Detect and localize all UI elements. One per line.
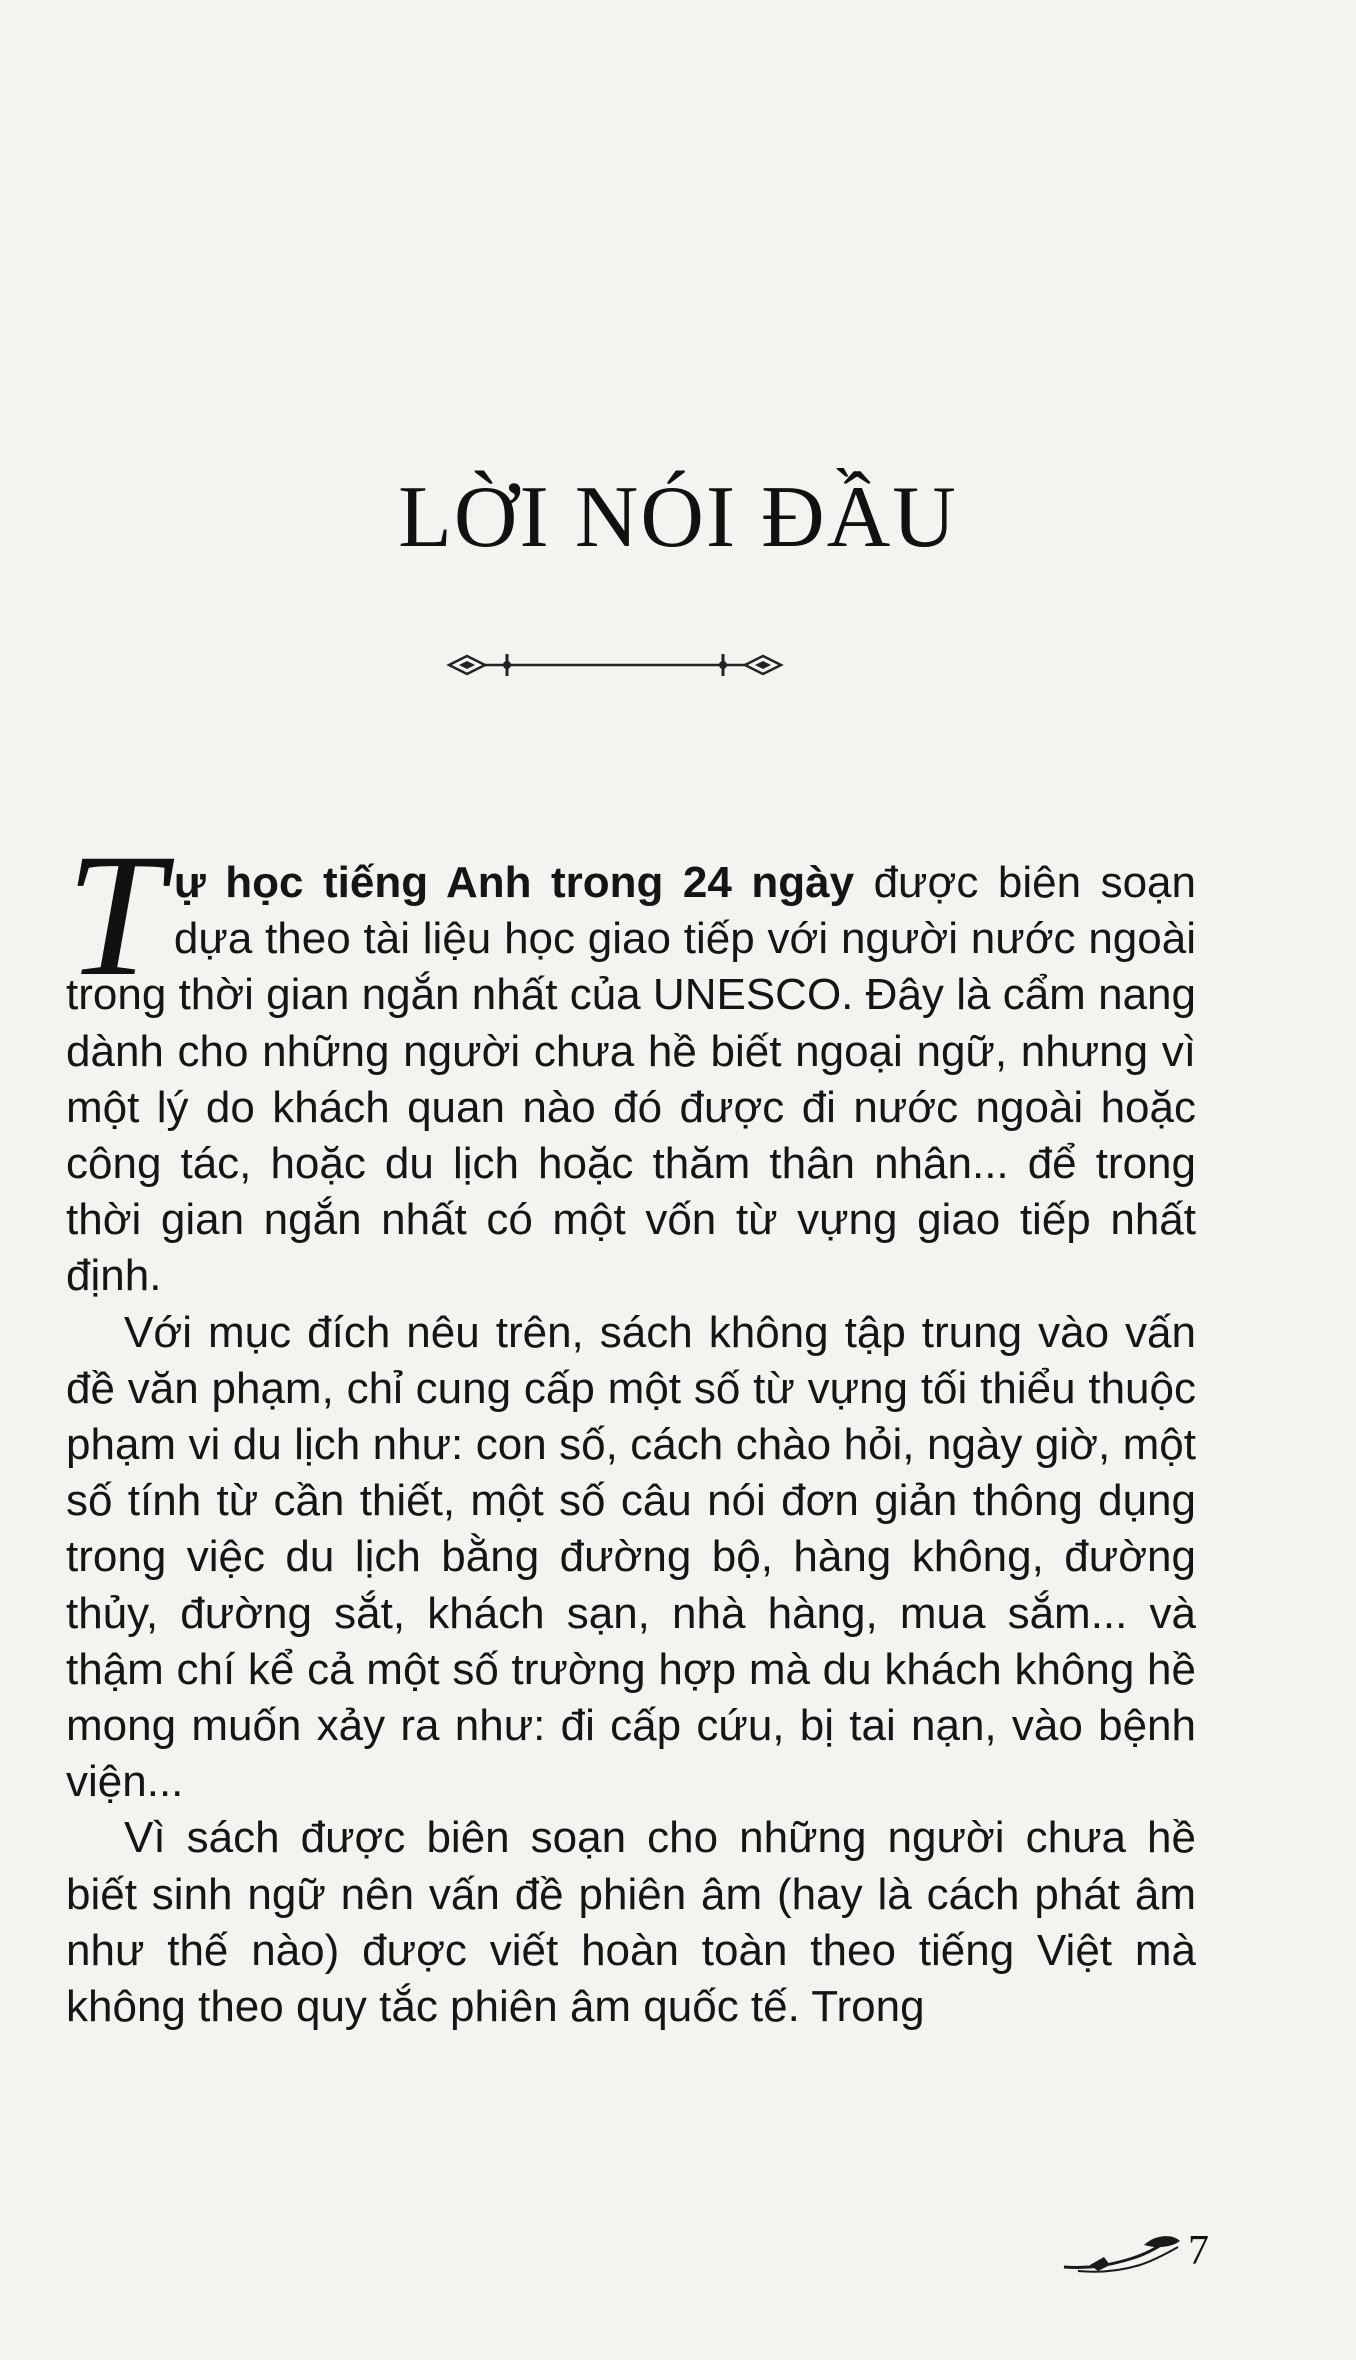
paragraph-1-text: được biên soạn dựa theo tài liệu học giao tiếp với người nước ngoài trong thời gian ngắn nhất của UNESCO. Đây là cẩm nang dành cho những người chưa hề biết ngoại ngữ, nhưng vì một lý do khách quan nào đó được đi nước ngoài hoặc công tác, hoặc du lịch hoặc thăm thân nhân... để trong thời gian ngắn nhất có một vốn từ vựng giao tiếp nhất định. bbox=[66, 858, 1196, 1301]
drop-cap: T bbox=[66, 818, 164, 1013]
page-number: 7 bbox=[1188, 2228, 1209, 2274]
paragraph-2: Với mục đích nêu trên, sách không tập trung vào vấn đề văn phạm, chỉ cung cấp một số từ vựng tối thiểu thuộc phạm vi du lịch như: con số, cách chào hỏi, ngày giờ, một số tính từ cần thiết, một số câu nói đơn giản thông dụng trong việc du lịch bằng đường bộ, hàng không, đường thủy, đường sắt, khách sạn, nhà hàng, mua sắm... và thậm chí kể cả một số trường hợp mà du khách không hề mong muốn xảy ra như: đi cấp cứu, bị tai nạn, vào bệnh viện... bbox=[66, 1307, 1196, 1807]
divider-ornament bbox=[445, 646, 785, 684]
page-footer bbox=[1060, 2225, 1220, 2285]
body-text bbox=[66, 818, 1196, 2035]
paragraph-1 bbox=[66, 818, 1196, 1305]
book-title-bold: ự học tiếng Anh trong 24 ngày bbox=[173, 858, 855, 907]
page-title: LỜI NÓI ĐẦU bbox=[398, 469, 958, 566]
paragraph-3: Vì sách được biên soạn cho những người chưa hề biết sinh ngữ nên vấn đề phiên âm (hay là cách phát âm như thế nào) được viết hoàn toàn theo tiếng Việt mà không theo quy tắc phiên âm quốc tế. Trong bbox=[66, 1813, 1196, 2032]
footer-flourish-icon bbox=[1060, 2225, 1190, 2281]
